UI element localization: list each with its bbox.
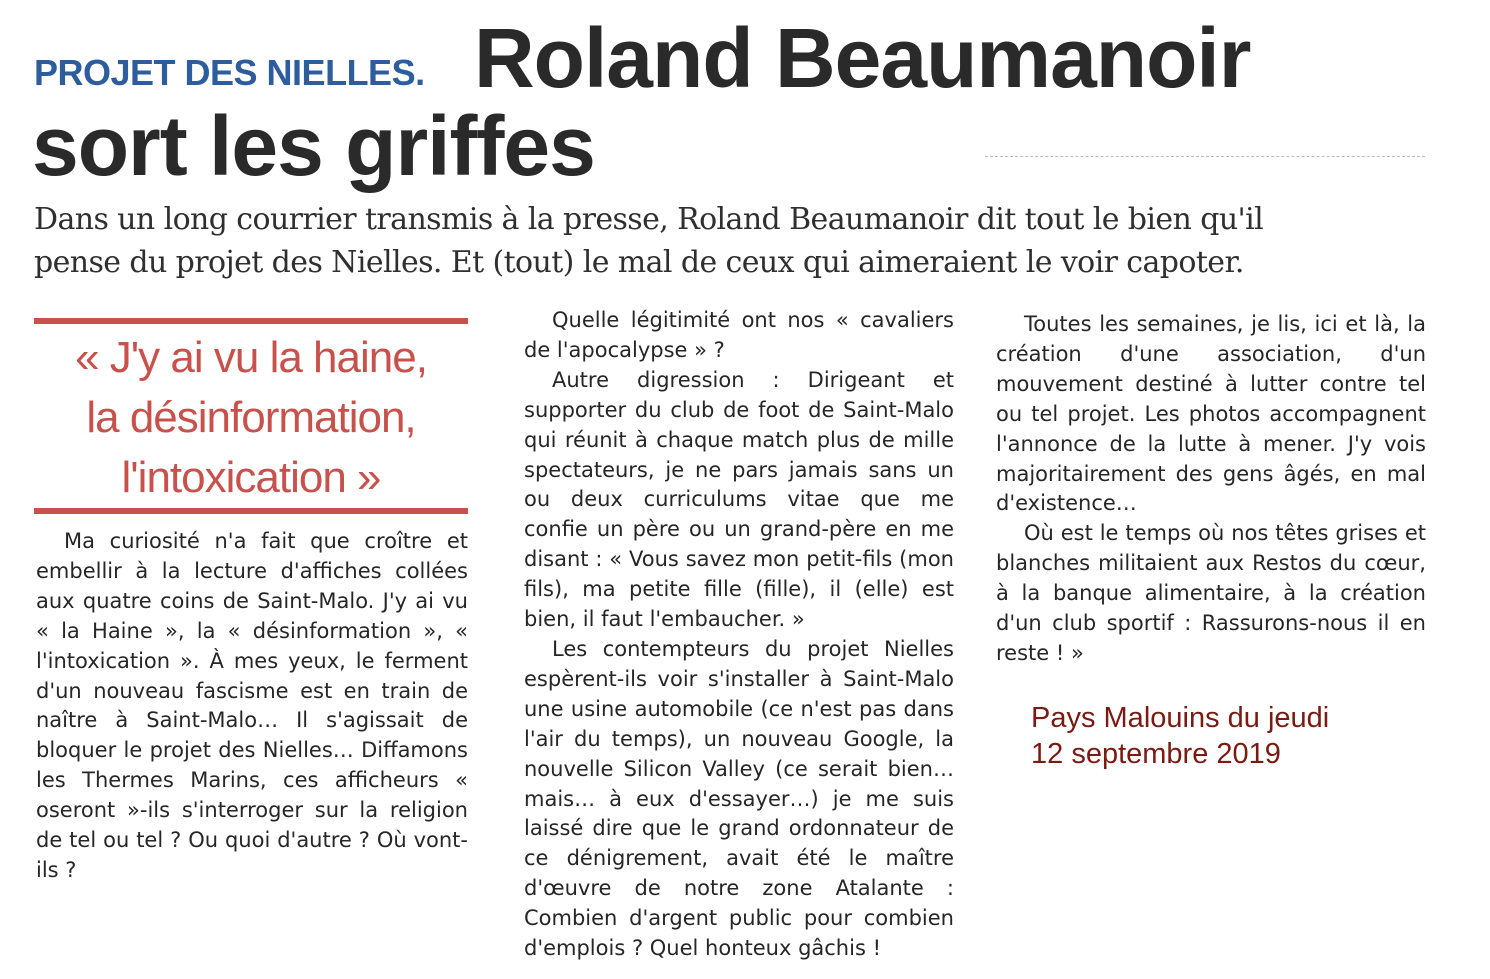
headline-kicker: PROJET DES NIELLES.: [34, 52, 425, 93]
source-note-line-1: Pays Malouins du jeudi: [1031, 702, 1330, 734]
lede-line-2: pense du projet des Nielles. Et (tout) le mal de ceux qui aimeraient le voir capoter.: [34, 245, 1244, 280]
lede-line-1: Dans un long courrier transmis à la presse, Roland Beaumanoir dit tout le bien qu'il: [34, 202, 1264, 237]
pull-quote: [34, 318, 468, 514]
column-2-paragraph: Autre digression : Dirigeant et supporter du club de foot de Saint-Malo qui réunit à chaque match plus de mille spectateurs, je ne pars jamais sans un ou deux curriculums vitae que me confie un père ou un grand-père en me disant : « Vous savez mon petit-fils (mon fils), ma petite fille (fille), il (elle) est bien, il faut l'embaucher. »: [524, 367, 954, 632]
column-2-paragraph: Quelle légitimité ont nos « cavaliers de l'apocalypse » ?: [524, 308, 954, 362]
column-1-paragraph: Ma curiosité n'a fait que croître et embellir à la lecture d'affiches collées aux quatre coins de Saint-Malo. J'y ai vu « la Haine », la « désinformation », « l'intoxication ». À mes yeux, le ferment d'un nouveau fascisme est en train de naître à Saint-Malo… Il s'agissait de bloquer le projet des Nielles… Diffamons les Thermes Marins, ces afficheurs « oseront »-ils s'interroger sur la religion de tel ou tel ? Ou quoi d'autre ? Où vont-ils ?: [36, 529, 468, 882]
source-note: [1031, 700, 1329, 772]
pull-quote-line-1: « J'y ai vu la haine,: [75, 333, 427, 382]
article-column-1: [36, 527, 468, 886]
article-column-3: [996, 310, 1426, 669]
pull-quote-line-2: la désinformation,: [86, 393, 416, 442]
faint-rule: [985, 156, 1425, 157]
article-column-2: [524, 306, 954, 964]
headline-title-line2: sort les griffes: [32, 99, 595, 193]
column-2-paragraph: Les contempteurs du projet Nielles espèrent-ils voir s'installer à Saint-Malo une usine automobile (ce n'est pas dans l'air du temps), un nouveau Google, la nouvelle Silicon Valley (ce serait bien… mais… à eux d'essayer…) je me suis laissé dire que le grand ordonnateur de ce dénigrement, avait été le maître d'œuvre de notre zone Atalante : Combien d'argent public pour combien d'emplois ? Quel honteux gâchis !: [524, 636, 954, 961]
headline-title-line1: Roland Beaumanoir: [474, 11, 1251, 105]
column-3-paragraph: Toutes les semaines, je lis, ici et là, la création d'une association, d'un mouvement destiné à lutter contre tel ou tel projet. Les photos accompagnent l'annonce de la lutte à mener. J'y vois majoritairement des gens âgés, en mal d'existence…: [996, 312, 1426, 516]
source-note-line-2: 12 septembre 2019: [1031, 738, 1281, 770]
pull-quote-line-3: l'intoxication »: [121, 453, 381, 502]
column-3-paragraph: Où est le temps où nos têtes grises et blanches militaient aux Restos du cœur, à la banque alimentaire, à la création d'un club sportif : Rassurons-nous il en reste ! »: [996, 521, 1426, 665]
article-lede: [34, 198, 1394, 284]
